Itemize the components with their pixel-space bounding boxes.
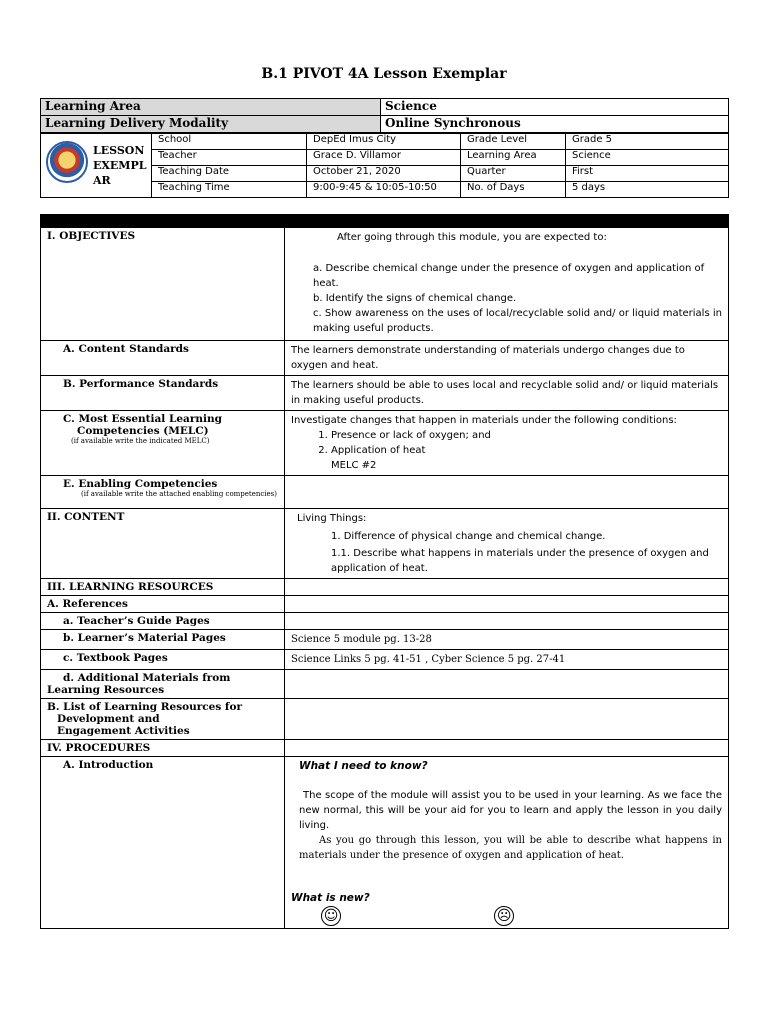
modality-value: Online Synchronous <box>381 116 729 133</box>
content-standards-value: The learners demonstrate understanding of materials undergo changes due to oxygen and heat. <box>285 341 729 376</box>
tg-row <box>41 613 729 630</box>
info-table <box>40 133 729 198</box>
performance-standards-row <box>41 376 729 411</box>
learning-area-label: Learning Area <box>41 99 381 116</box>
smiley-happy-icon: ☺ <box>321 906 341 926</box>
time-value: 9:00-9:45 & 10:05-10:50 <box>307 182 461 198</box>
introduction-content <box>285 757 729 929</box>
time-label: Teaching Time <box>152 182 307 198</box>
objectives-intro: After going through this module, you are expected to: <box>337 232 607 243</box>
grade-value: Grade 5 <box>566 134 729 150</box>
performance-standards-label: B. Performance Standards <box>63 378 219 390</box>
melc-content <box>285 411 729 476</box>
area-label: Learning Area <box>461 150 566 166</box>
lesson-logo-cell <box>41 134 152 198</box>
objectives-content <box>285 228 729 341</box>
smiley-sad-icon: ☹ <box>494 906 514 926</box>
introduction-row <box>41 757 729 929</box>
resource-list-label-2: Development and <box>57 713 160 725</box>
enabling-note: (if available write the attached enabling competencies) <box>81 490 278 498</box>
teacher-label: Teacher <box>152 150 307 166</box>
melc-item: 1. Presence or lack of oxygen; and <box>331 428 722 443</box>
procedures-row <box>41 740 729 757</box>
quarter-value: First <box>566 166 729 182</box>
melc-intro: Investigate changes that happen in materials under the following conditions: <box>291 415 677 426</box>
resources-label: III. LEARNING RESOURCES <box>41 579 285 596</box>
enabling-label: E. Enabling Competencies <box>63 478 218 490</box>
resource-list-label-1: B. List of Learning Resources for <box>47 701 242 713</box>
objective-item-c: c. Show awareness on the uses of local/recyclable solid and/ or liquid materials in making useful products. <box>313 308 722 334</box>
content-row <box>41 509 729 579</box>
resource-list-label-3: Engagement Activities <box>57 725 190 737</box>
additional-label-2: Learning Resources <box>47 684 165 696</box>
tg-label: a. Teacher’s Guide Pages <box>63 615 210 627</box>
references-row <box>41 596 729 613</box>
date-label: Teaching Date <box>152 166 307 182</box>
teacher-value: Grace D. Villamor <box>307 150 461 166</box>
melc-item: 2. Application of heat <box>331 443 722 458</box>
intro-paragraph-1: The scope of the module will assist you to be used in your learning. As we face the new normal, this will be your aid for you to learn and apply the lesson in you daily living. <box>299 790 722 831</box>
resources-row <box>41 579 729 596</box>
content-line-1: Living Things: <box>297 513 367 524</box>
header-table <box>40 98 729 133</box>
intro-paragraph-2: As you go through this lesson, you will be able to describe what happens in materials under the presence of oxygen and application of heat. <box>299 835 722 861</box>
resource-list-row <box>41 699 729 740</box>
additional-row <box>41 670 729 699</box>
school-label: School <box>152 134 307 150</box>
days-label: No. of Days <box>461 182 566 198</box>
area-value: Science <box>566 150 729 166</box>
content-value <box>285 509 729 579</box>
content-line-3: 1.1. Describe what happens in materials under the presence of oxygen and application of heat. <box>331 548 709 574</box>
deped-seal-icon <box>46 141 88 183</box>
date-value: October 21, 2020 <box>307 166 461 182</box>
lm-value: Science 5 module pg. 13-28 <box>285 630 729 650</box>
content-label: II. CONTENT <box>41 509 285 579</box>
objectives-row <box>41 228 729 341</box>
introduction-label: A. Introduction <box>63 759 154 771</box>
days-value: 5 days <box>566 182 729 198</box>
tb-label: c. Textbook Pages <box>63 652 168 664</box>
content-standards-label: A. Content Standards <box>63 343 189 355</box>
lm-label: b. Learner’s Material Pages <box>63 632 226 644</box>
melc-note: (if available write the indicated MELC) <box>71 437 210 445</box>
melc-label-1: C. Most Essential Learning <box>63 413 222 425</box>
objective-item-b: b. Identify the signs of chemical change. <box>313 293 517 304</box>
enabling-value <box>285 476 729 509</box>
content-standards-row <box>41 341 729 376</box>
school-value: DepEd Imus City <box>307 134 461 150</box>
what-i-need-heading: What I need to know? <box>299 760 428 772</box>
quarter-label: Quarter <box>461 166 566 182</box>
table-header-bar <box>41 215 729 228</box>
objective-item-a: a. Describe chemical change under the presence of oxygen and application of heat. <box>313 263 705 289</box>
content-line-2: 1. Difference of physical change and chemical change. <box>331 531 606 542</box>
lm-row <box>41 630 729 650</box>
tb-row <box>41 650 729 670</box>
lesson-table <box>40 214 729 929</box>
melc-code: MELC #2 <box>331 460 377 471</box>
performance-standards-value: The learners should be able to uses local and recyclable solid and/ or liquid materials in making useful products. <box>285 376 729 411</box>
objectives-label: I. OBJECTIVES <box>41 228 285 341</box>
enabling-row <box>41 476 729 509</box>
melc-label-2: Competencies (MELC) <box>77 425 209 437</box>
tb-value: Science Links 5 pg. 41-51 , Cyber Science 5 pg. 27-41 <box>285 650 729 670</box>
what-is-new-heading: What is new? <box>291 892 370 904</box>
modality-label: Learning Delivery Modality <box>41 116 381 133</box>
grade-label: Grade Level <box>461 134 566 150</box>
melc-row <box>41 411 729 476</box>
document-title: B.1 PIVOT 4A Lesson Exemplar <box>261 66 507 82</box>
procedures-label: IV. PROCEDURES <box>41 740 285 757</box>
additional-label-1: d. Additional Materials from <box>63 672 231 684</box>
references-label: A. References <box>41 596 285 613</box>
lesson-exemplar-label: LESSON EXEMPL AR <box>93 144 147 187</box>
learning-area-value: Science <box>381 99 729 116</box>
